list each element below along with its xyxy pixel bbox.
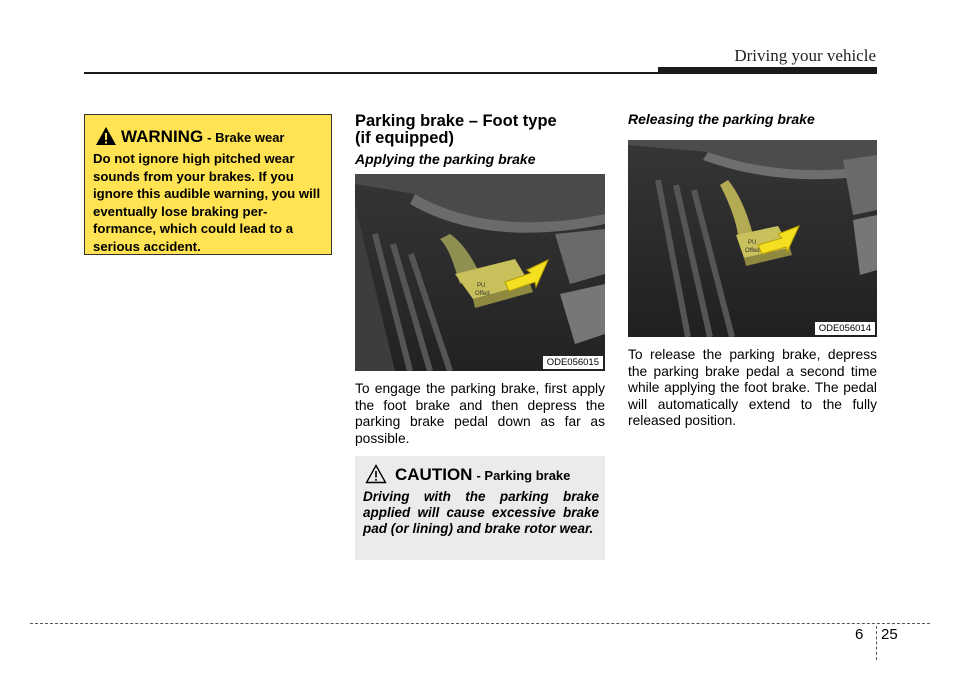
releasing-image-code: ODE056014 — [815, 322, 875, 335]
footer-rule — [30, 623, 930, 624]
applying-image-code: ODE056015 — [543, 356, 603, 369]
header-rule — [84, 72, 664, 74]
pedal-label-pu-release: PU — [748, 240, 757, 246]
pedal-label-pu: PU — [477, 283, 486, 289]
applying-photo — [355, 174, 605, 371]
applying-heading: Applying the parking brake — [355, 151, 536, 167]
pedal-label-offed: Offed — [475, 291, 490, 297]
section-heading-line1: Parking brake – Foot type — [355, 112, 557, 130]
caution-text: Driving with the parking brake applied will cause excessive brake pad (or lining) and brake rotor wear. — [363, 489, 599, 536]
pedal-label-offed-release: Offed — [745, 248, 760, 254]
warning-title: WARNING — [121, 127, 204, 146]
releasing-photo — [628, 140, 877, 337]
warning-subtitle: - Brake wear — [207, 130, 285, 145]
section-heading-line2: (if equipped) — [355, 129, 454, 147]
warning-triangle-icon — [95, 126, 117, 146]
warning-header — [95, 126, 285, 146]
page-number-divider — [876, 626, 877, 660]
pedal-illustration-release — [628, 140, 877, 337]
caution-subtitle: - Parking brake — [476, 468, 571, 483]
caution-box — [355, 456, 605, 560]
caution-header — [365, 464, 570, 484]
section-heading — [355, 113, 605, 147]
page-chapter: 6 — [855, 626, 864, 643]
header-rule-accent — [658, 67, 877, 74]
pedal-illustration — [355, 174, 605, 371]
caution-title: CAUTION — [395, 465, 473, 484]
warning-text: Do not ignore high pitched wear sounds from your brakes. If you ignore this audible warning, you will eventually lose braking per-formance, which could lead to a serious accident. — [93, 151, 321, 254]
running-header: Driving your vehicle — [734, 46, 876, 65]
applying-text: To engage the parking brake, first apply the foot brake and then depress the parking brake pedal down as far as possible. — [355, 381, 605, 446]
releasing-heading: Releasing the parking brake — [628, 111, 815, 127]
warning-box — [84, 114, 332, 255]
caution-triangle-icon — [365, 464, 387, 484]
page-number: 25 — [881, 626, 898, 643]
releasing-text: To release the parking brake, depress the parking brake pedal a second time while applying the foot brake. The pedal will automatically extend to the fully released position. — [628, 347, 877, 428]
